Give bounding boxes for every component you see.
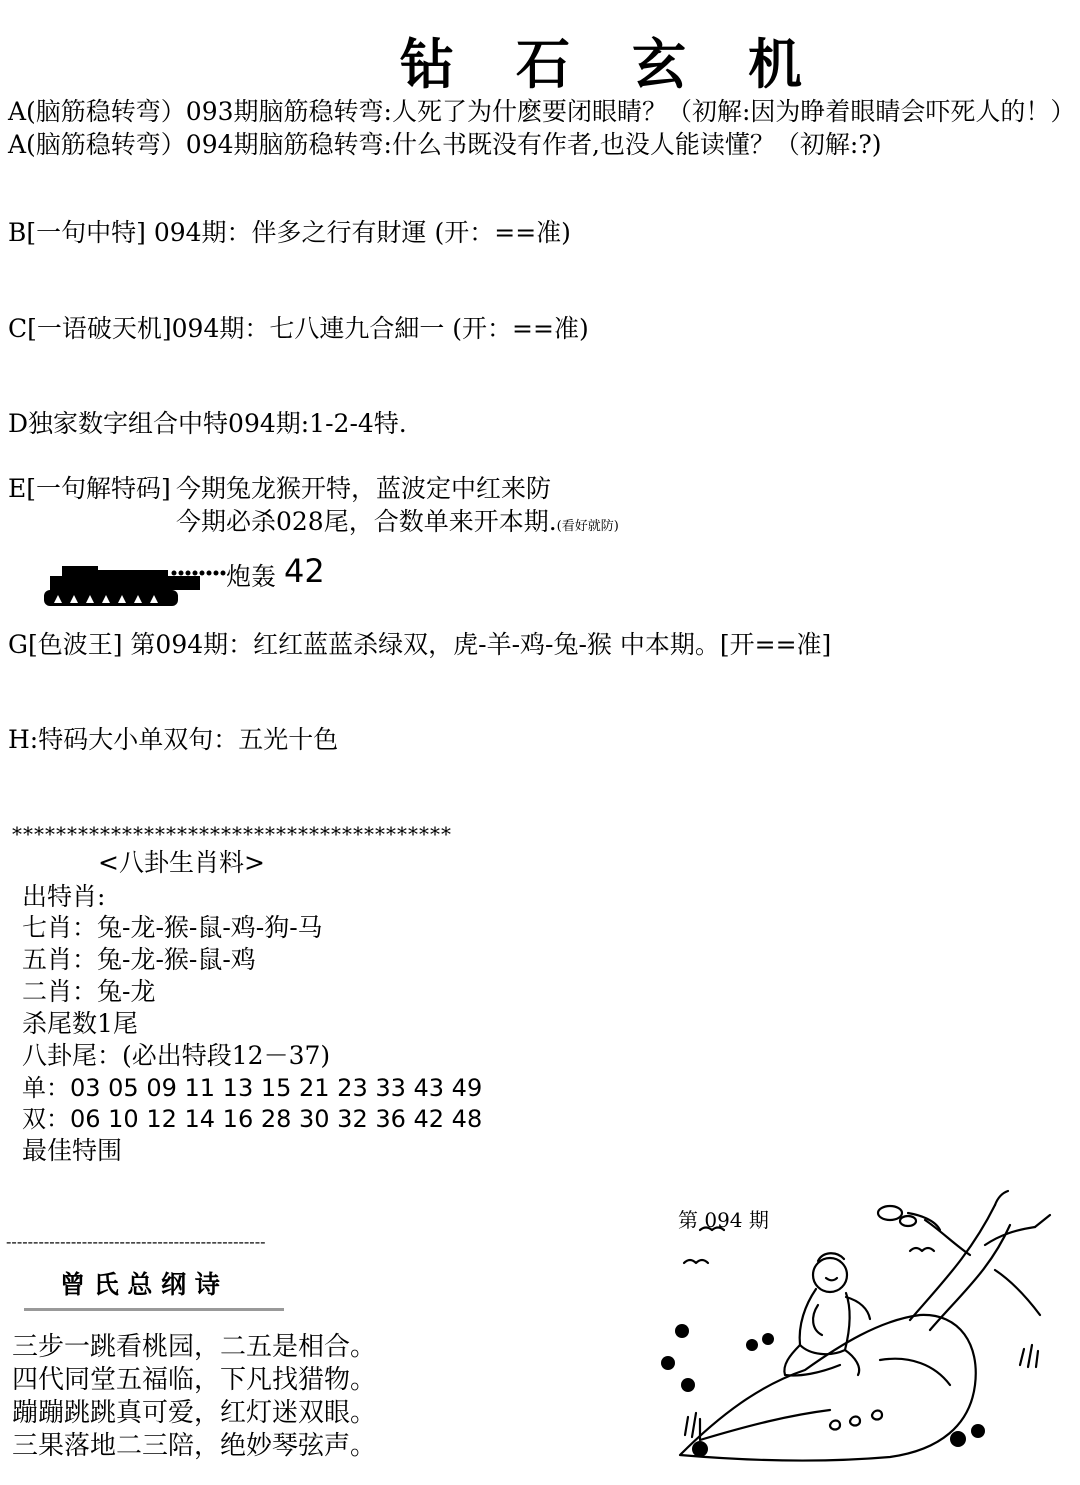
page-title: 钻石玄机: [400, 32, 864, 96]
section-e-label: E[一句解特码]: [8, 474, 171, 503]
section-e-line1: 今期兔龙猴开特，蓝波定中红来防: [176, 474, 552, 503]
section-e-line2-text: 今期必杀028尾，合数单来开本期.: [176, 507, 557, 536]
dan-numbers: 单：03 05 09 11 13 15 21 23 33 43 49: [22, 1074, 483, 1102]
poem-line: 四代同堂五福临，下凡找猎物。: [12, 1365, 377, 1395]
poem-line: 三果落地二三陪，绝妙琴弦声。: [12, 1431, 377, 1461]
boy-on-rock-illustration: [640, 1185, 1060, 1475]
shawei: 杀尾数1尾: [22, 1009, 138, 1038]
section-h: H:特码大小单双句：五光十色: [8, 725, 339, 754]
section-e-note: (看好就防): [556, 519, 619, 534]
qixiao: 七肖：兔-龙-猴-鼠-鸡-狗-马: [22, 913, 323, 942]
wuxiao: 五肖：兔-龙-猴-鼠-鸡: [22, 945, 256, 974]
riddle-094: A(脑筋稳转弯）094期脑筋稳转弯:什么书既没有作者,也没人能读懂？（初解:?): [8, 130, 882, 159]
chutexiao-label: 出特肖:: [22, 882, 106, 911]
issue-label: 第 094 期: [678, 1208, 769, 1232]
section-d: D独家数字组合中特094期:1-2-4特.: [8, 409, 407, 438]
riddle-093: A(脑筋稳转弯）093期脑筋稳转弯:人死了为什麽要闭眼睛？（初解:因为睁着眼睛会吓死人的！）: [8, 97, 1076, 126]
cannon-number: 42: [284, 552, 325, 590]
tank-icon: [40, 560, 230, 612]
erxiao: 二肖：兔-龙: [22, 977, 156, 1006]
cropped-text-line: [24, 1302, 284, 1312]
baguawei: 八卦尾：(必出特段12－37): [22, 1041, 331, 1070]
poem-line: 三步一跳看桃园，二五是相合。: [12, 1332, 377, 1362]
shuang-numbers: 双：06 10 12 14 16 28 30 32 36 42 48: [22, 1105, 483, 1133]
dash-divider: ------------------------------------------------: [6, 1232, 266, 1251]
section-e-line2: [176, 502, 619, 538]
star-divider: ****************************************: [12, 822, 452, 846]
zuijia-tewei: 最佳特围: [22, 1136, 123, 1165]
section-b: B[一句中特] 094期：伴多之行有財運 (开：==准): [8, 218, 571, 247]
cannon-label: 炮轰: [226, 562, 277, 591]
poem-title: 曾 氏 总 纲 诗: [60, 1270, 220, 1299]
poem-line: 蹦蹦跳跳真可爱，红灯迷双眼。: [12, 1398, 377, 1428]
bagua-title: <八卦生肖料>: [98, 848, 265, 877]
section-g: G[色波王] 第094期：红红蓝蓝杀绿双，虎-羊-鸡-兔-猴 中本期。[开==准]: [8, 630, 832, 659]
section-c: C[一语破天机]094期：七八連九合細一 (开：==准): [8, 314, 589, 343]
